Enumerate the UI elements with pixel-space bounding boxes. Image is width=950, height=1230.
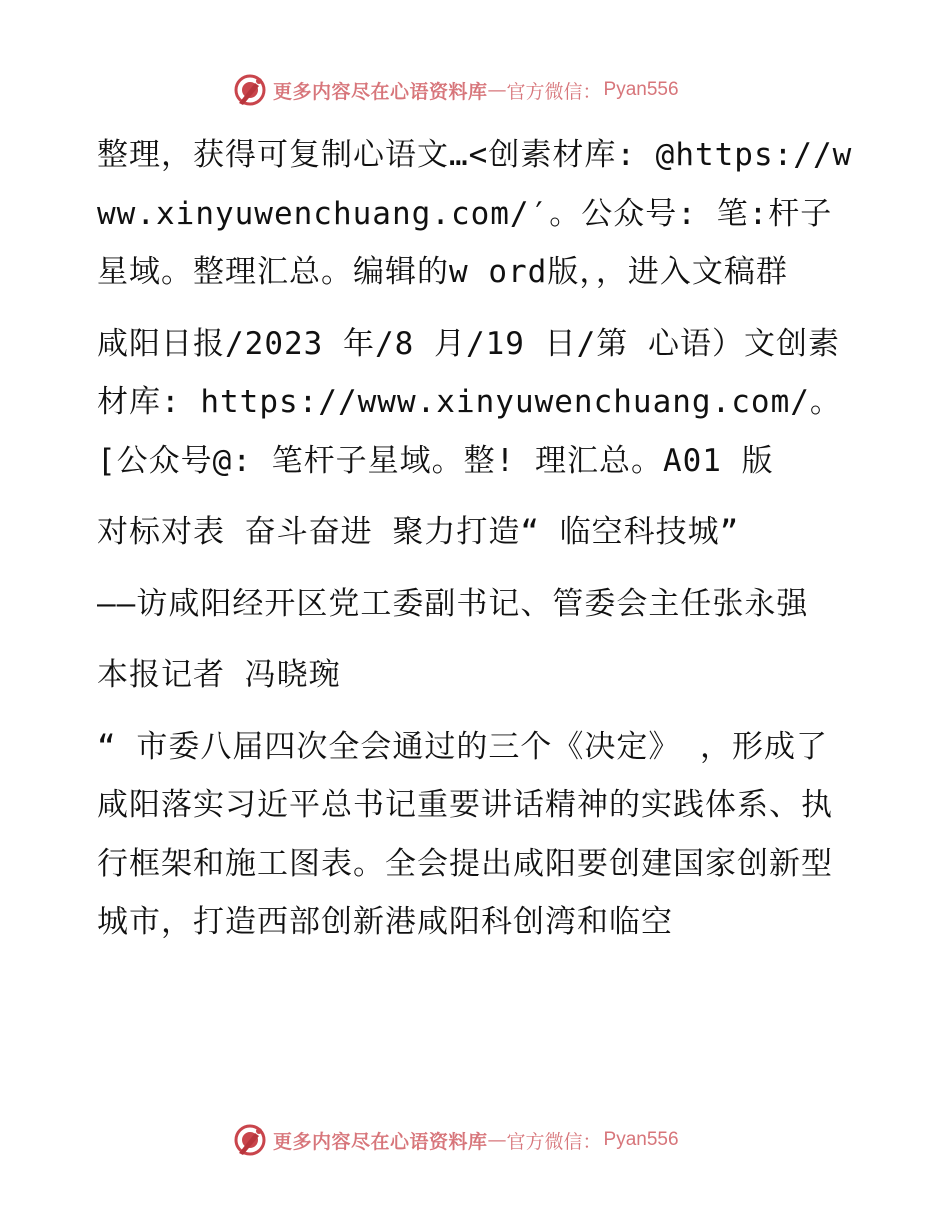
paragraph-source: 咸阳日报/2023 年/8 月/19 日/第 心语）文创素材库: https://www.xinyuwenchuang.com/。[公众号@: 笔杆子星域。整! 理汇总。A01 版 [97,325,842,479]
article-headline: 对标对表 奋斗奋进 聚力打造“ 临空科技城” [97,514,740,550]
paragraph-intro: 整理，获得可复制心语文…<创素材库: @https://www.xinyuwenchuang.com/′。公众号: 笔:杆子星域。整理汇总。编辑的w ord版，，进入文稿群 [97,137,853,290]
paragraph-body: “ 市委八届四次全会通过的三个《决定》 ，形成了咸阳落实习近平总书记重要讲话精神的实践体系、执行框架和施工图表。全会提出咸阳要创建国家创新型城市，打造西部创新港咸阳科创湾和临空 [97,728,833,940]
header-banner [0,70,950,110]
banner-wechat-id: Pyan556 [603,79,679,100]
banner-separator: — [487,1129,507,1151]
banner-title: 更多内容尽在心语资料库 [273,80,488,103]
banner-wechat-id: Pyan556 [603,1129,679,1150]
document-body [97,126,857,952]
footer-banner [0,1120,950,1160]
banner-title: 更多内容尽在心语资料库 [273,1130,488,1153]
red-pen-seal-icon [233,73,267,107]
article-byline: 本报记者 冯晓琬 [97,657,341,693]
article-subheadline: ——访咸阳经开区党工委副书记、管委会主任张永强 [97,585,809,622]
red-pen-seal-icon [233,1123,267,1157]
banner-wechat-label: 官方微信： [506,80,602,103]
banner-wechat-label: 官方微信： [506,1130,602,1153]
banner-separator: — [487,79,507,101]
